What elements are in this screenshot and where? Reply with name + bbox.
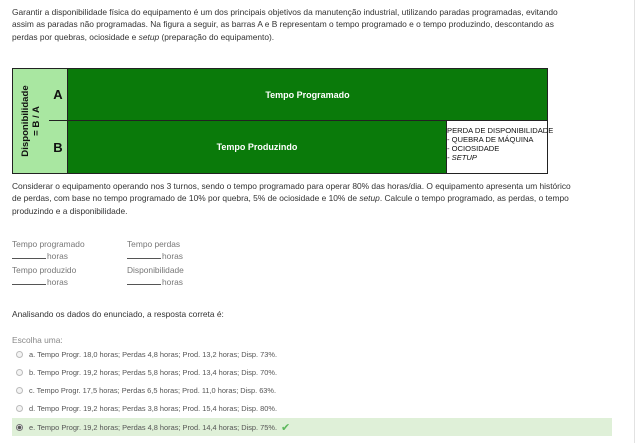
question-line-3: produzindo e a disponibilidade. <box>12 205 128 216</box>
field-label: Tempo produzido <box>12 265 77 275</box>
correct-check-icon: ✔ <box>281 421 291 434</box>
answer-option-a[interactable] <box>12 346 612 362</box>
answer-blank[interactable] <box>127 250 161 259</box>
answer-option-d[interactable] <box>12 400 612 416</box>
field-tempo-perdas: Tempo perdas horas <box>127 239 183 261</box>
producing-time-bar: Tempo Produzindo <box>68 121 447 173</box>
radio-button[interactable] <box>16 405 23 412</box>
radio-button[interactable] <box>16 369 23 376</box>
availability-label-cell <box>13 69 50 173</box>
question-text <box>12 180 624 217</box>
answer-option-c[interactable] <box>12 382 612 398</box>
radio-button-selected[interactable] <box>16 424 23 431</box>
intro-line-1: Garantir a disponibilidade física do equipamento é um dos principais objetivos da manutenção industrial, utilizando paradas programadas, evitando <box>12 7 558 17</box>
answer-blank[interactable] <box>12 276 46 285</box>
field-disponibilidade: Disponibilidade horas <box>127 265 184 287</box>
answer-option-b[interactable] <box>12 364 612 380</box>
loss-item: - SETUP <box>447 153 477 162</box>
option-label: a. Tempo Progr. 18,0 horas; Perdas 4,8 horas; Prod. 13,2 horas; Disp. 73%. <box>29 349 277 359</box>
option-label: b. Tempo Progr. 19,2 horas; Perdas 5,8 horas; Prod. 13,4 horas; Disp. 70%. <box>29 367 277 377</box>
intro-line-3: perdas por quebras, ociosidade e setup (preparação do equipamento). <box>12 31 275 42</box>
answer-option-e[interactable] <box>12 418 612 436</box>
answer-blank[interactable] <box>12 250 46 259</box>
bar-b-label: B <box>49 121 68 173</box>
option-label: d. Tempo Progr. 19,2 horas; Perdas 3,8 horas; Prod. 15,4 horas; Disp. 80%. <box>29 403 277 413</box>
bar-a-label: A <box>49 69 68 121</box>
radio-button[interactable] <box>16 351 23 358</box>
radio-button[interactable] <box>16 387 23 394</box>
availability-loss-list <box>447 126 554 162</box>
scheduled-time-bar: Tempo Programado <box>68 69 547 121</box>
availability-vertical-label: Disponibilidade = B / A <box>20 85 42 157</box>
availability-diagram <box>12 68 554 174</box>
loss-item: - QUEBRA DE MÁQUINA <box>447 135 534 144</box>
loss-title: PERDA DE DISPONIBILIDADE <box>447 126 554 135</box>
intro-text <box>12 6 624 43</box>
field-label: Tempo programado <box>12 239 85 249</box>
choose-one-label: Escolha uma: <box>12 335 63 345</box>
field-tempo-produzido: Tempo produzido horas <box>12 265 77 287</box>
answer-blank[interactable] <box>127 276 161 285</box>
field-label: Tempo perdas <box>127 239 181 249</box>
analysis-text: Analisando os dados do enunciado, a resposta correta é: <box>12 309 224 319</box>
question-line-2: de perdas, com base no tempo programado de 10% por quebra, 5% de ociosidade e 10% de setup. Calcule o tempo programado, as perdas, o tempo <box>12 193 569 204</box>
option-label: e. Tempo Progr. 19,2 horas; Perdas 4,8 horas; Prod. 14,4 horas; Disp. 75%. <box>29 422 277 432</box>
intro-line-2: assim as paradas não programadas. Na figura a seguir, as barras A e B representam o tempo programado e o tempo produzindo, descontando as <box>12 19 554 30</box>
option-label: c. Tempo Progr. 17,5 horas; Perdas 6,5 horas; Prod. 11,0 horas; Disp. 63%. <box>29 385 277 395</box>
question-line-1: Considerar o equipamento operando nos 3 turnos, sendo o tempo programado para operar 80% das horas/dia. O equipamento apresenta um histórico <box>12 181 571 191</box>
loss-item: - OCIOSIDADE <box>447 144 500 153</box>
field-label: Disponibilidade <box>127 265 184 275</box>
field-tempo-programado: Tempo programado horas <box>12 239 85 261</box>
